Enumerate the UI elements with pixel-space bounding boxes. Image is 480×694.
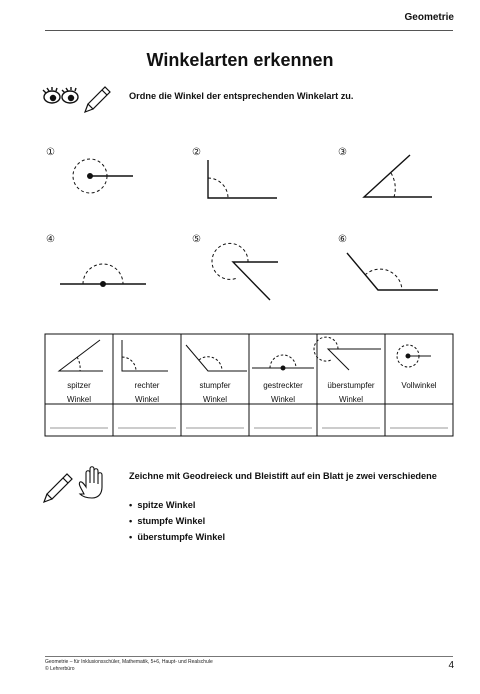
table-figure-acute [59, 340, 103, 371]
pencil-icon [85, 87, 110, 112]
footer-text [45, 659, 213, 672]
footer-rule [45, 656, 453, 657]
label-line: Winkel [202, 395, 227, 404]
bullet-text: stumpfe Winkel [137, 516, 206, 526]
label-line: spitzer [67, 381, 91, 390]
bullet-text: spitze Winkel [137, 500, 196, 510]
subject-label: Geometrie [404, 12, 454, 23]
angle-figure-5 [212, 243, 278, 300]
bullet-mark: • [129, 500, 133, 510]
table-figure-straight [252, 355, 314, 370]
eyes-icon [43, 87, 78, 103]
figure-number-3: ③ [338, 147, 347, 158]
table-figure-reflex [314, 337, 381, 370]
table-label-reflex [317, 379, 385, 407]
table-label-acute [45, 379, 113, 407]
figure-number-6: ⑥ [338, 234, 347, 245]
label-line: rechter [134, 381, 160, 390]
table-label-straight [249, 379, 317, 407]
table-figure-obtuse [186, 345, 247, 371]
angle-figure-2 [208, 160, 277, 198]
bullet-text: überstumpfe Winkel [137, 532, 226, 542]
figure-number-4: ④ [46, 234, 55, 245]
bullet-item [129, 516, 205, 526]
bullet-item [129, 532, 225, 542]
angle-figure-1 [73, 159, 133, 193]
table-label-right [113, 379, 181, 407]
bullet-mark: • [129, 532, 133, 542]
task-1-instruction: Ordne die Winkel der entsprechenden Winkelart zu. [129, 91, 354, 101]
label-line: Winkel [66, 395, 91, 404]
table-label-obtuse [181, 379, 249, 407]
label-line: Vollwinkel [401, 381, 437, 390]
label-line: Winkel [270, 395, 295, 404]
table-figure-full [397, 345, 431, 367]
task-2-instruction: Zeichne mit Geodreieck und Bleistift auf ein Blatt je zwei verschiedene [129, 471, 437, 481]
page-number: 4 [448, 660, 454, 671]
figure-number-2: ② [192, 147, 201, 158]
label-line: gestreckter [263, 381, 303, 390]
figure-number-1: ① [46, 147, 55, 158]
label-line: überstumpfer [327, 381, 375, 390]
hand-icon [79, 467, 102, 498]
bullet-mark: • [129, 516, 133, 526]
footer-line-1: Geometrie – für Inklusionsschüler, Mathematik, 5+6, Haupt- und Realschule [45, 659, 213, 665]
footer-line-2: © Lehrerbüro [45, 665, 75, 672]
angle-figure-6 [347, 253, 438, 290]
table-figure-right [122, 340, 168, 371]
figure-number-5: ⑤ [192, 234, 201, 245]
page-title: Winkelarten erkennen [146, 50, 334, 70]
pencil-icon-2 [44, 474, 72, 502]
table-label-full [385, 379, 453, 393]
label-line: Winkel [338, 395, 363, 404]
angle-figure-4 [60, 264, 146, 287]
label-line: Winkel [134, 395, 159, 404]
bullet-item [129, 500, 195, 510]
label-line: stumpfer [199, 381, 231, 390]
angle-figure-3 [364, 155, 432, 197]
